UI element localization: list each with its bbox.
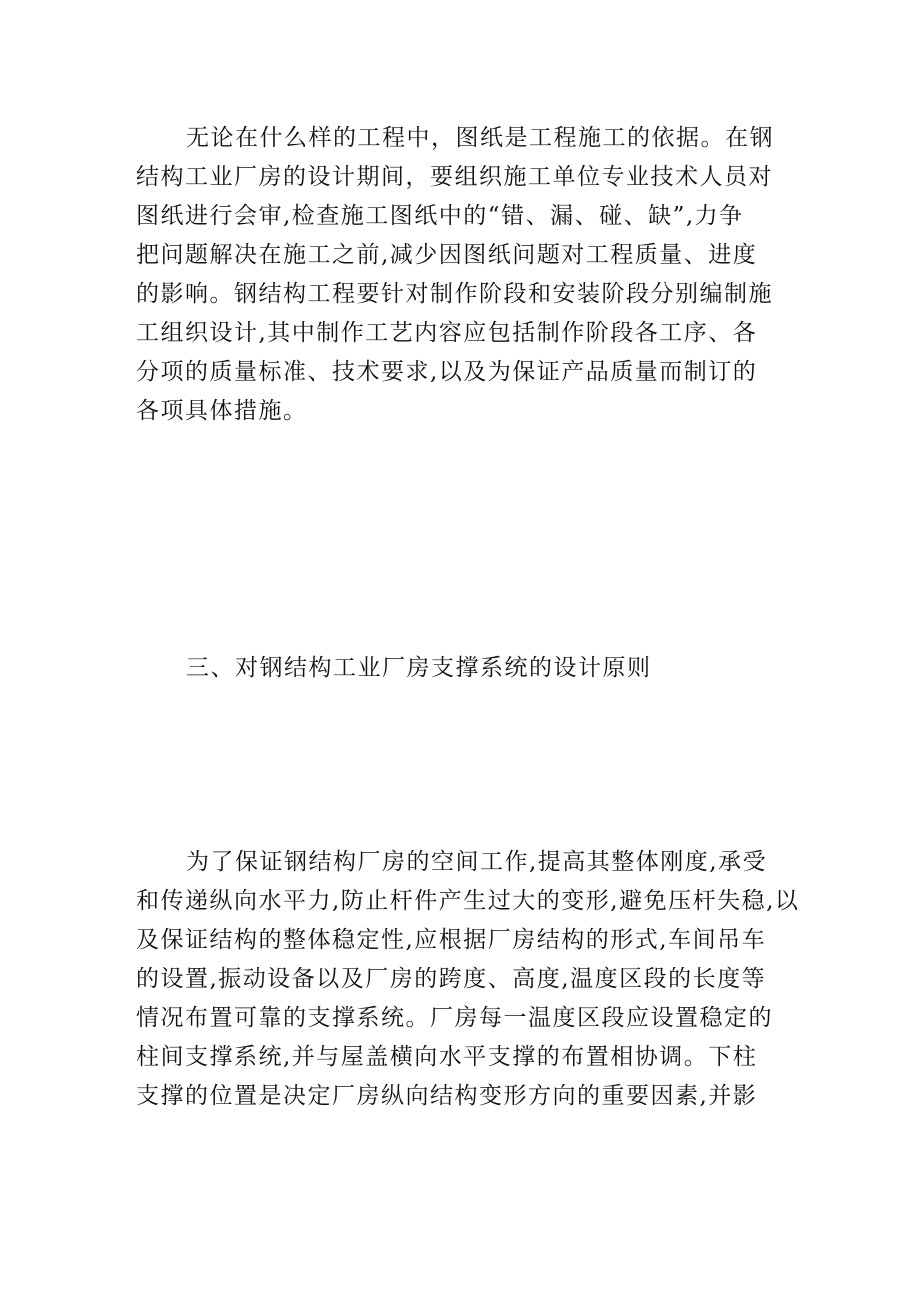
paragraph-1-line-5: 的影响。钢结构工程要针对制作阶段和安装阶段分别编制施: [136, 281, 773, 307]
paragraph-1-line-4: 把问题解决在施工之前,减少因图纸问题对工程质量、进度: [136, 242, 758, 268]
paragraph-2-line-1: 为了保证钢结构厂房的空间工作,提高其整体刚度,承受: [186, 849, 768, 875]
paragraph-2-line-5: 情况布置可靠的支撑系统。厂房每一温度区段应设置稳定的: [136, 1005, 773, 1031]
paragraph-1-line-6: 工组织设计,其中制作工艺内容应包括制作阶段各工序、各: [136, 320, 758, 346]
paragraph-2-line-3: 及保证结构的整体稳定性,应根据厂房结构的形式,车间吊车: [136, 927, 767, 953]
paragraph-2-line-4: 的设置,振动设备以及厂房的跨度、高度,温度区段的长度等: [136, 966, 767, 992]
paragraph-1-line-8: 各项具体措施。: [136, 398, 308, 424]
section-heading: 三、对钢结构工业厂房支撑系统的设计原则: [186, 655, 652, 681]
paragraph-2-line-7: 支撑的位置是决定厂房纵向结构变形方向的重要因素,并影: [136, 1083, 758, 1109]
paragraph-1-line-3: 图纸进行会审,检查施工图纸中的“错、漏、碰、缺”,力争: [136, 203, 744, 229]
paragraph-1-line-2: 结构工业厂房的设计期间，要组织施工单位专业技术人员对: [136, 164, 773, 190]
paragraph-1-line-1: 无论在什么样的工程中，图纸是工程施工的依据。在钢: [186, 125, 774, 151]
paragraph-2-line-6: 柱间支撑系统,并与屋盖横向水平支撑的布置相协调。下柱: [136, 1044, 758, 1070]
paragraph-1-line-7: 分项的质量标准、技术要求,以及为保证产品质量而制订的: [136, 359, 758, 385]
paragraph-2-line-2: 和传递纵向水平力,防止杆件产生过大的变形,避免压杆失稳,以: [136, 888, 800, 914]
